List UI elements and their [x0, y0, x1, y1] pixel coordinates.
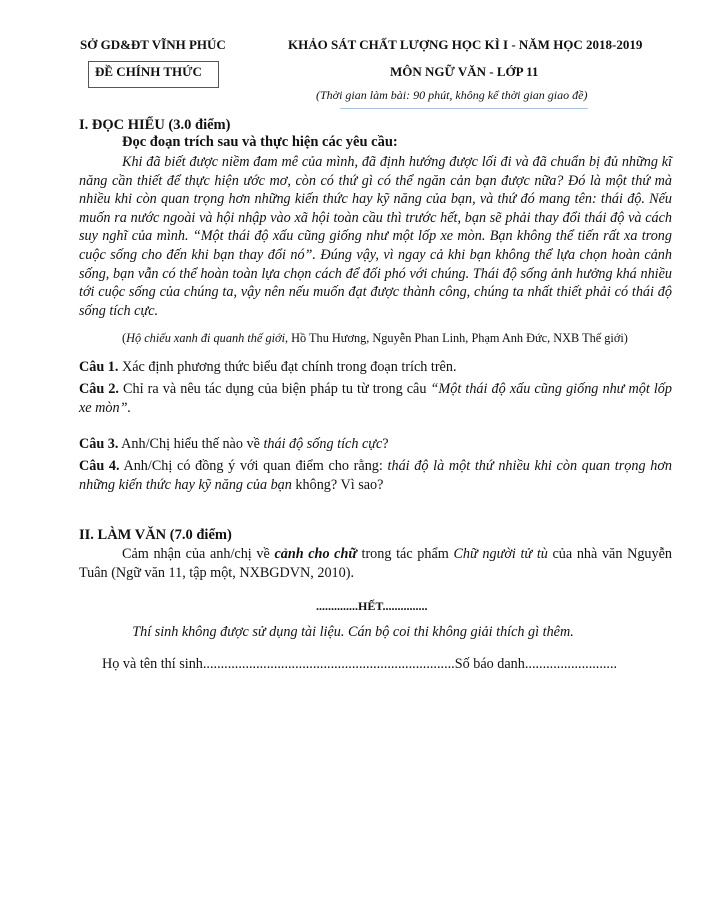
question-quote: “Một thái độ xấu cũng giống như một lốp xe mòn”. — [79, 381, 672, 416]
department-name: SỞ GD&ĐT VĨNH PHÚC — [80, 37, 226, 52]
section-2-title: II. LÀM VĂN (7.0 điểm) — [79, 527, 232, 543]
subject-title: MÔN NGỮ VĂN - LỚP 11 — [390, 64, 539, 79]
question-2 — [79, 380, 672, 417]
question-label: Câu 3. — [79, 436, 119, 452]
official-label: ĐỀ CHÍNH THỨC — [95, 64, 202, 79]
section-1-title: I. ĐỌC HIỂU (3.0 điểm) — [79, 117, 231, 133]
essay-prompt — [79, 545, 672, 582]
citation-rest: , Hồ Thu Hương, Nguyễn Phan Linh, Phạm Anh Đức, NXB Thế giới) — [285, 331, 628, 345]
essay-text-2: trong tác phẩm — [356, 546, 454, 562]
time-note: (Thời gian làm bài: 90 phút, không kể thời gian giao đề) — [316, 88, 588, 102]
reading-passage: Khi đã biết được niềm đam mê của mình, đã định hướng được lối đi và đã chuẩn bị đủ những kĩ năng cần thiết để thực hiện ước mơ, còn có thứ gì có thể ngăn cản bạn được nữa? Đó là một thứ mà nhiều khi còn quan trọng hơn những kiến thức hay kỹ năng của bạn, và thứ đó mang tên: thái độ. Nếu muốn ra nước ngoài và hội nhập vào xã hội toàn cầu thì trước hết, bạn sẽ phải thay đổi thái độ và cách suy nghĩ của mình. “Một thái độ xấu cũng giống như một lốp xe mòn. Bạn không thể tiến rất xa trong cuộc sống cho đến khi bạn thay đổi nó”. Đúng vậy, vì ngay cả khi bạn không thể lựa chọn hoàn cảnh sống, bạn vẫn có thể hoàn toàn lựa chọn cách để đối phó với chúng. Thái độ sống ảnh hưởng khá nhiều tới cuộc sống của chúng ta, vậy nên nếu muốn đạt được thành công, chúng ta nhất thiết phải có thái độ sống tích cực. — [79, 154, 672, 319]
question-label: Câu 1. — [79, 359, 119, 375]
question-text: Anh/Chị hiểu thế nào về — [118, 436, 264, 452]
essay-work-title: Chữ người tử tù — [453, 546, 548, 562]
candidate-info-line: Họ và tên thí sinh.......................................................................Số báo danh.......................... — [102, 656, 618, 672]
question-emphasis: thái độ sống tích cực — [263, 436, 383, 452]
citation-book: Hộ chiếu xanh đi quanh thế giới — [126, 331, 285, 345]
end-mark: ..............HẾT............... — [316, 599, 428, 613]
question-text: Chỉ ra và nêu tác dụng của biện pháp tu từ trong câu — [118, 381, 431, 397]
question-4 — [79, 457, 672, 494]
essay-text-3: của nhà văn Nguyễn Tuân (Ngữ văn 11, tập một, NXBGDVN, 2010). — [79, 546, 673, 581]
question-1 — [79, 358, 672, 377]
question-tail: ? — [382, 436, 389, 452]
citation-open: ( — [122, 331, 127, 345]
essay-focus: cảnh cho chữ — [274, 546, 357, 562]
question-3 — [79, 435, 672, 454]
essay-text-1: Cảm nhận của anh/chị về — [122, 546, 275, 562]
passage-citation — [122, 331, 628, 346]
exam-note: Thí sinh không được sử dụng tài liệu. Cán bộ coi thi không giải thích gì thêm. — [132, 624, 574, 640]
question-tail: không? Vì sao? — [291, 476, 384, 493]
reading-instruction: Đọc đoạn trích sau và thực hiện các yêu cầu: — [122, 134, 398, 150]
question-label: Câu 4. — [79, 458, 120, 474]
header-divider — [340, 108, 588, 109]
exam-title: KHẢO SÁT CHẤT LƯỢNG HỌC KÌ I - NĂM HỌC 2018-2019 — [288, 37, 643, 52]
question-text: Xác định phương thức biểu đạt chính trong đoạn trích trên. — [118, 359, 457, 375]
question-text: Anh/Chị có đồng ý với quan điểm cho rằng: — [119, 458, 388, 474]
question-emphasis: thái độ là một thứ nhiều khi còn quan trọng hơn những kiến thức hay kỹ năng của bạn — [79, 458, 672, 493]
question-label: Câu 2. — [79, 381, 119, 397]
